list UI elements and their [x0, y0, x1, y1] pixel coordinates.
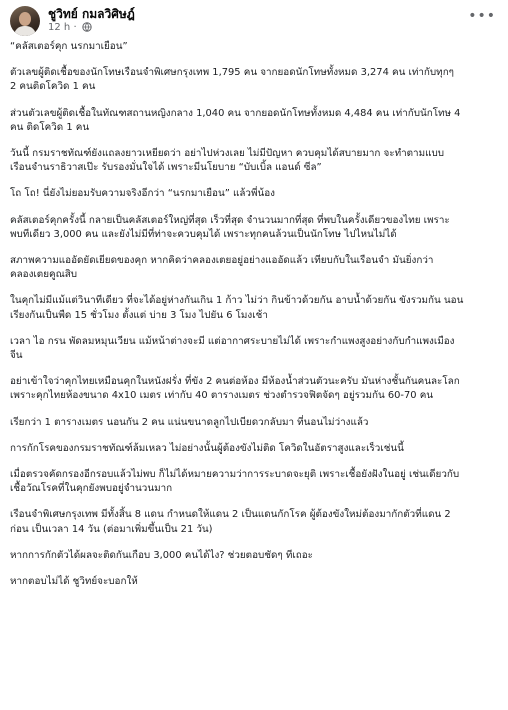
post-paragraph: ตัวเลขผู้ติดเชื้อของนักโทษเรือนจำพิเศษกรุงเทพ 1,795 คน จากยอดนักโทษทั้งหมด 3,274 คน เท่ากับทุกๆ 2 คนติดโควิด 1 คน [10, 67, 454, 93]
post-paragraph: คลัสเตอร์คุกครั้งนี้ กลายเป็นคลัสเตอร์ใหญ่ที่สุด เร็วที่สุด จำนวนมากที่สุด ที่พบในครั้งเดียวของไทย เพราะ พบทีเดียว 3,000 คน และยังไม่มีที่ท่าจะควบคุมได้ เพราะทุกคนล้วนเป็นนักโทษ ไปไหนไม่ได้ [10, 214, 450, 240]
avatar-shirt [14, 26, 36, 36]
meta-separator: · [73, 22, 77, 33]
globe-icon[interactable] [82, 22, 92, 35]
post-paragraph: หากการกักตัวได้ผลจะติดกันเกือบ 3,000 คนได้ไง? ช่วยตอบชัดๆ ทีเถอะ [10, 549, 313, 561]
post-paragraph: หากตอบไม่ได้ ชูวิทย์จะบอกให้ [10, 576, 138, 588]
post-time[interactable]: 12 h [48, 22, 71, 33]
post-body [10, 40, 500, 601]
post-paragraph: วันนี้ กรมราชทัณฑ์ยังแถลงยาวเหยียดว่า อย่าไปห่วงเลย ไม่มีปัญหา ควบคุมได้สบายมาก จะทำตามแบบ เรือนจำนราธิวาสเป๊ะ รับรองมั่นใจได้ เพราะมีนโยบาย “บับเบิ้ล แอนด์ ซีล” [10, 148, 445, 174]
post-paragraph: ส่วนตัวเลขผู้ติดเชื้อในทัณฑสถานหญิงกลาง 1,040 คน จากยอดนักโทษทั้งหมด 4,484 คน เท่ากับนักโทษ 4 คน ติดโควิด 1 คน [10, 107, 461, 133]
post-header [0, 0, 508, 38]
author-name[interactable]: ชูวิทย์ กมลวิศิษฎ์ [48, 7, 135, 21]
post-meta [48, 22, 92, 35]
post-paragraph: ในคุกไม่มีแม้แต่วินาทีเดียว ที่จะได้อยู่ห่างกันเกิน 1 ก้าว ไม่ว่า กินข้าวด้วยกัน อาบน้ำด้วยกัน ขังรวมกัน นอน เรียงกันเป็นพืด 15 ชั่วโมง ตั้งแต่ บ่าย 3 โมง ไปยัน 6 โมงเช้า [10, 295, 464, 321]
post-paragraph: อย่าเข้าใจว่าคุกไทยเหมือนคุกในหนังฝรั่ง ที่ขัง 2 คนต่อห้อง มีห้องน้ำส่วนตัวนะครับ มันห่างชั้นกันคนละโลก เพราะคุกไทยห้องขนาด 4x10 เมตร เท่ากับ 40 ตารางเมตร ช่วงตำรวจฟิตจัดๆ อยู่รวมกัน 60-70 คน [10, 376, 460, 402]
post-paragraph: “คลัสเตอร์คุก นรกมาเยือน” [10, 41, 128, 52]
avatar-face [19, 12, 31, 26]
post-paragraph: สภาพความแออัดยัดเยียดของคุก หากคิดว่าคลองเตยอยู่อย่างแออัดแล้ว เทียบกับในเรือนจำ มันยิ่งกว่า คลองเตยคูณสิบ [10, 255, 434, 281]
post-paragraph: การกักโรคของกรมราชทัณฑ์ล้มเหลว ไม่อย่างนั้นผู้ต้องขังไม่ติด โควิดในอัตราสูงและเร็วเช่นนี้ [10, 442, 404, 454]
post-paragraph: เรียกว่า 1 ตารางเมตร นอนกัน 2 คน แน่นขนาดลูกไปเบียดวกลับมา ที่นอนไม่ว่างแล้ว [10, 416, 369, 428]
post-paragraph: เรือนจำพิเศษกรุงเทพ มีทั้งสิ้น 8 แดน กำหนดให้แดน 2 เป็นแดนกักโรค ผู้ต้องขังใหม่ต้องมากักตัวที่แดน 2 ก่อน เป็นเวลา 14 วัน (ต่อมาเพิ่มขึ้นเป็น 21 วัน) [10, 509, 451, 535]
post-paragraph: โถ โถ! นี่ยังไม่ยอมรับความจริงอีกว่า “นรกมาเยือน” แล้วพี่น้อง [10, 188, 275, 200]
avatar[interactable] [10, 6, 40, 36]
more-dots-icon[interactable]: ••• [468, 8, 496, 24]
post-paragraph: เมื่อตรวจคัดกรองอีกรอบแล้วไม่พบ ก็ไม่ได้หมายความว่าการระบาดจะยุติ เพราะเชื้อยังฝังในอยู่ เช่นเดียวกับ เชื้อวัณโรคที่ในคุกยังพบอยู่จำนวนมาก [10, 469, 460, 495]
post-paragraph: เวลา ไอ กรน พัดลมหมุนเวียน แม้หน้าต่างจะมี แต่อากาศระบายไม่ได้ เพราะกำแพงสูงอย่างกับกำแพงเมือง จีน [10, 335, 455, 362]
